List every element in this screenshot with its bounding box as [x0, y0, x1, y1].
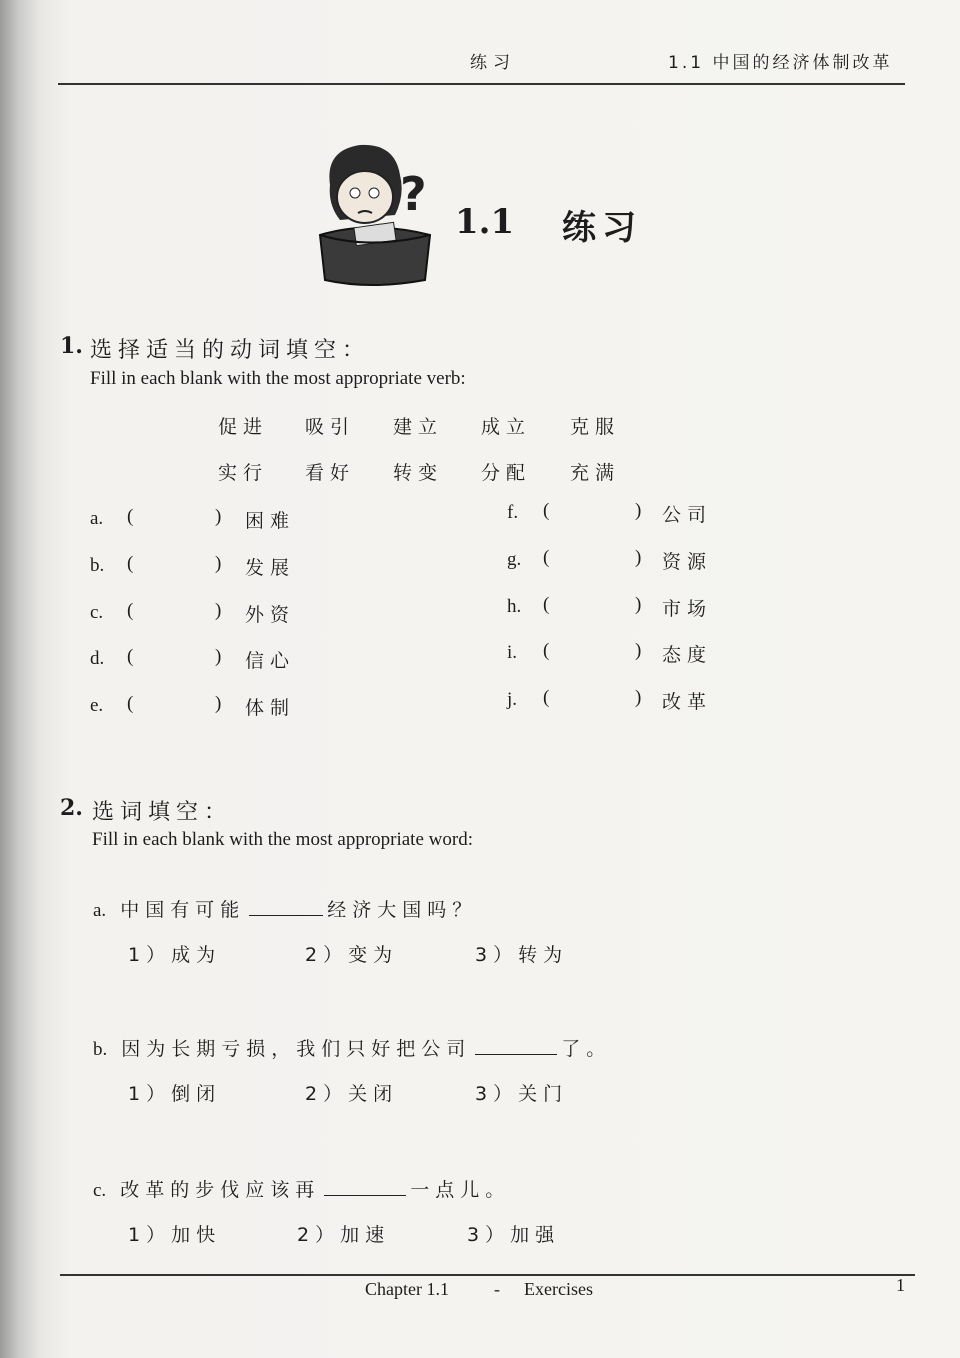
- footer-chapter: Chapter 1.1: [365, 1279, 449, 1299]
- word-bank-word: 吸引: [305, 416, 356, 438]
- answer-blank[interactable]: [141, 646, 211, 670]
- question-label: a.: [93, 900, 107, 921]
- question-text-before: 改革的步伐应该再: [120, 1179, 321, 1201]
- open-paren: (: [543, 547, 550, 568]
- answer-option: 3）转为: [475, 944, 569, 966]
- word-bank-word: 分配: [481, 462, 532, 484]
- close-paren: ): [215, 553, 222, 574]
- open-paren: (: [127, 600, 134, 621]
- open-paren: (: [127, 693, 134, 714]
- answer-option: 3）加强: [467, 1224, 561, 1246]
- section2-instruction: Fill in each blank with the most appropriate word:: [92, 829, 473, 850]
- exercise-number: 1.1: [455, 202, 515, 242]
- answer-option: 2）加速: [297, 1224, 391, 1246]
- answer-option: 2）关闭: [305, 1083, 399, 1105]
- answer-option: 2）变为: [305, 944, 399, 966]
- answer-blank[interactable]: [141, 506, 211, 530]
- item-word: 公司: [662, 504, 713, 526]
- item-label: f.: [507, 502, 519, 523]
- answer-blank[interactable]: [141, 693, 211, 717]
- thinking-student-illustration: [300, 135, 445, 290]
- question-line: [93, 1034, 611, 1061]
- question-text-before: 中国有可能: [120, 899, 246, 921]
- running-header-section: 练习: [470, 53, 516, 73]
- word-bank-word: 成立: [481, 416, 532, 438]
- answer-option: 1）加快: [128, 1224, 222, 1246]
- open-paren: (: [127, 506, 134, 527]
- close-paren: ): [215, 506, 222, 527]
- footer-rule: [60, 1274, 915, 1276]
- open-paren: (: [127, 646, 134, 667]
- question-label: b.: [93, 1039, 108, 1060]
- word-bank-word: 建立: [393, 416, 444, 438]
- answer-blank[interactable]: [557, 594, 631, 618]
- answer-blank[interactable]: [557, 500, 631, 524]
- word-bank-word: 转变: [393, 462, 444, 484]
- close-paren: ): [635, 594, 642, 615]
- word-bank-word: 促进: [218, 416, 269, 438]
- item-label: c.: [90, 602, 104, 623]
- question-text-after: 一点儿。: [410, 1179, 511, 1201]
- open-paren: (: [543, 594, 550, 615]
- item-label: a.: [90, 508, 104, 529]
- question-text-after: 了。: [561, 1038, 612, 1060]
- answer-blank[interactable]: [141, 600, 211, 624]
- svg-text:?: ?: [400, 167, 427, 221]
- running-header-chapter: 1.1 中国的经济体制改革: [668, 53, 893, 73]
- item-word: 外资: [245, 604, 296, 626]
- item-label: j.: [507, 689, 518, 710]
- page-number: 1: [896, 1275, 905, 1295]
- item-word: 发展: [245, 557, 296, 579]
- answer-option: 3）关门: [475, 1083, 569, 1105]
- section1-instruction: Fill in each blank with the most appropriate verb:: [90, 368, 466, 389]
- item-label: g.: [507, 549, 522, 570]
- question-text-before: 因为长期亏损，我们只好把公司: [121, 1038, 472, 1060]
- answer-option: 1）成为: [128, 944, 222, 966]
- footer-section: Exercises: [524, 1279, 593, 1299]
- footer-separator: -: [494, 1279, 500, 1299]
- close-paren: ): [215, 646, 222, 667]
- open-paren: (: [543, 640, 550, 661]
- item-word: 资源: [662, 551, 713, 573]
- word-bank-word: 充满: [570, 462, 621, 484]
- answer-option: 1）倒闭: [128, 1083, 222, 1105]
- section1-heading: 选择适当的动词填空：: [90, 338, 371, 363]
- item-label: h.: [507, 596, 522, 617]
- item-word: 体制: [245, 697, 296, 719]
- answer-blank[interactable]: [249, 897, 323, 916]
- close-paren: ): [635, 547, 642, 568]
- section2-number: 2.: [60, 795, 83, 821]
- word-bank-word: 实行: [218, 462, 269, 484]
- close-paren: ): [215, 693, 222, 714]
- item-label: i.: [507, 642, 518, 663]
- open-paren: (: [127, 553, 134, 574]
- word-bank-word: 看好: [305, 462, 356, 484]
- item-label: d.: [90, 648, 105, 669]
- header-rule: [58, 83, 905, 85]
- page-title: 练习: [562, 208, 642, 248]
- answer-blank[interactable]: [557, 547, 631, 571]
- close-paren: ): [635, 640, 642, 661]
- close-paren: ): [215, 600, 222, 621]
- word-bank-word: 克服: [570, 416, 621, 438]
- question-line: [93, 895, 477, 922]
- section2-heading: 选词填空：: [92, 800, 233, 825]
- close-paren: ): [635, 500, 642, 521]
- answer-blank[interactable]: [557, 640, 631, 664]
- question-label: c.: [93, 1180, 107, 1201]
- answer-blank[interactable]: [557, 687, 631, 711]
- item-label: e.: [90, 695, 104, 716]
- item-word: 困难: [245, 510, 296, 532]
- item-word: 改革: [662, 691, 713, 713]
- answer-blank[interactable]: [141, 553, 211, 577]
- section1-number: 1.: [60, 333, 83, 359]
- answer-blank[interactable]: [324, 1177, 406, 1196]
- close-paren: ): [635, 687, 642, 708]
- question-line: [93, 1175, 510, 1202]
- open-paren: (: [543, 687, 550, 708]
- open-paren: (: [543, 500, 550, 521]
- item-word: 市场: [662, 598, 713, 620]
- question-text-after: 经济大国吗？: [327, 899, 478, 921]
- answer-blank[interactable]: [475, 1036, 557, 1055]
- item-word: 态度: [662, 644, 713, 666]
- item-word: 信心: [245, 650, 296, 672]
- item-label: b.: [90, 555, 105, 576]
